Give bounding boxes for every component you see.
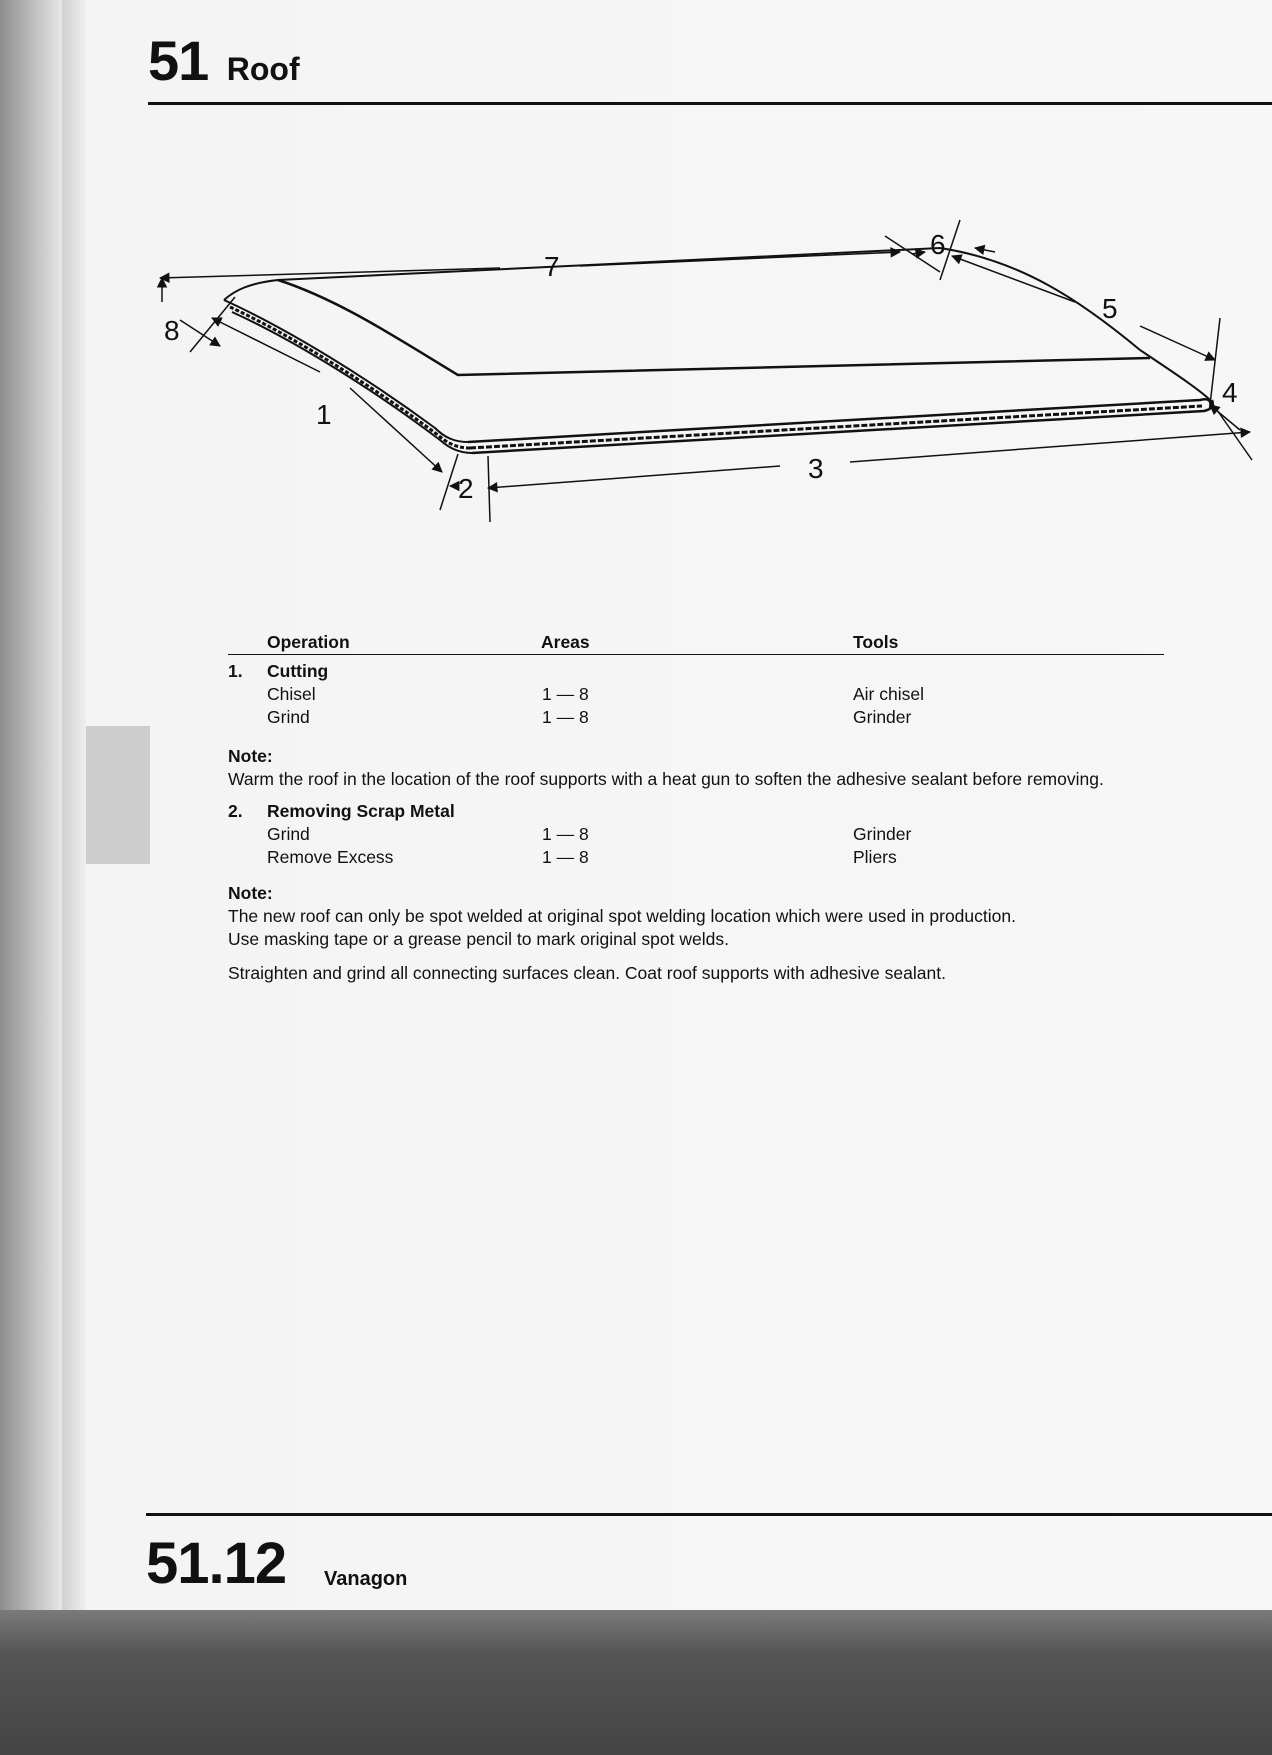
section-number: 2. (228, 801, 243, 821)
closing-instruction: Straighten and grind all connecting surfaces clean. Coat roof supports with adhesive sealant. (228, 963, 946, 983)
operations-table-continued (228, 801, 1164, 870)
diagram-label-1: 1 (316, 399, 332, 430)
section-number: 1. (228, 661, 243, 681)
section-heading-row (228, 801, 1164, 824)
diagram-label-4: 4 (1222, 377, 1238, 408)
scanner-shadow (0, 1610, 1272, 1755)
tools-cell: Air chisel (853, 684, 924, 704)
page-tab-mark (86, 726, 150, 864)
table-row (228, 847, 1164, 870)
section-heading-row (228, 661, 1164, 684)
footer-rule (146, 1513, 1272, 1516)
diagram-label-6: 6 (930, 229, 946, 260)
areas-cell: 1 — 8 (542, 824, 589, 844)
roof-panel-shape (224, 248, 1213, 453)
areas-cell: 1 — 8 (542, 684, 589, 704)
operation-cell: Remove Excess (267, 847, 394, 867)
diagram-label-3: 3 (808, 453, 824, 484)
diagram-label-2: 2 (458, 473, 474, 504)
diagram-label-8: 8 (164, 315, 180, 346)
tools-cell: Grinder (853, 824, 912, 844)
operations-table (228, 630, 1164, 730)
note-label: Note: (228, 746, 273, 766)
model-name: Vanagon (324, 1568, 408, 1590)
tools-cell: Grinder (853, 707, 912, 727)
operation-cell: Chisel (267, 684, 316, 704)
areas-cell: 1 — 8 (542, 707, 589, 727)
operation-cell: Grind (267, 707, 310, 727)
table-row (228, 684, 1164, 707)
note-cutting (228, 745, 1104, 791)
diagram-label-5: 5 (1102, 293, 1118, 324)
table-row (228, 824, 1164, 847)
diagram-label-7: 7 (544, 251, 560, 282)
tools-cell: Pliers (853, 847, 897, 867)
column-header-tools: Tools (853, 632, 899, 652)
table-row (228, 707, 1164, 730)
section-title: Removing Scrap Metal (267, 801, 455, 821)
section-title: Cutting (267, 661, 329, 681)
page-gutter (62, 0, 86, 1630)
note-text: Use masking tape or a grease pencil to mark original spot welds. (228, 929, 729, 949)
note-scrap-metal (228, 882, 1016, 951)
table-header-row (228, 630, 1164, 655)
chapter-title: Roof (226, 51, 300, 87)
operation-cell: Grind (267, 824, 310, 844)
note-text: The new roof can only be spot welded at original spot welding location which were used in production. (228, 906, 1016, 926)
note-label: Note: (228, 883, 273, 903)
chapter-number: 51 (148, 29, 209, 92)
dimension-lines (160, 220, 1252, 522)
chapter-heading (148, 28, 300, 93)
header-rule (148, 102, 1272, 105)
areas-cell: 1 — 8 (542, 847, 589, 867)
column-header-operation: Operation (267, 632, 350, 652)
note-text: Warm the roof in the location of the roof supports with a heat gun to soften the adhesive sealant before removing. (228, 769, 1104, 789)
page-number: 51.12 (146, 1531, 287, 1596)
roof-panel-diagram (140, 200, 1260, 540)
column-header-areas: Areas (541, 632, 590, 652)
